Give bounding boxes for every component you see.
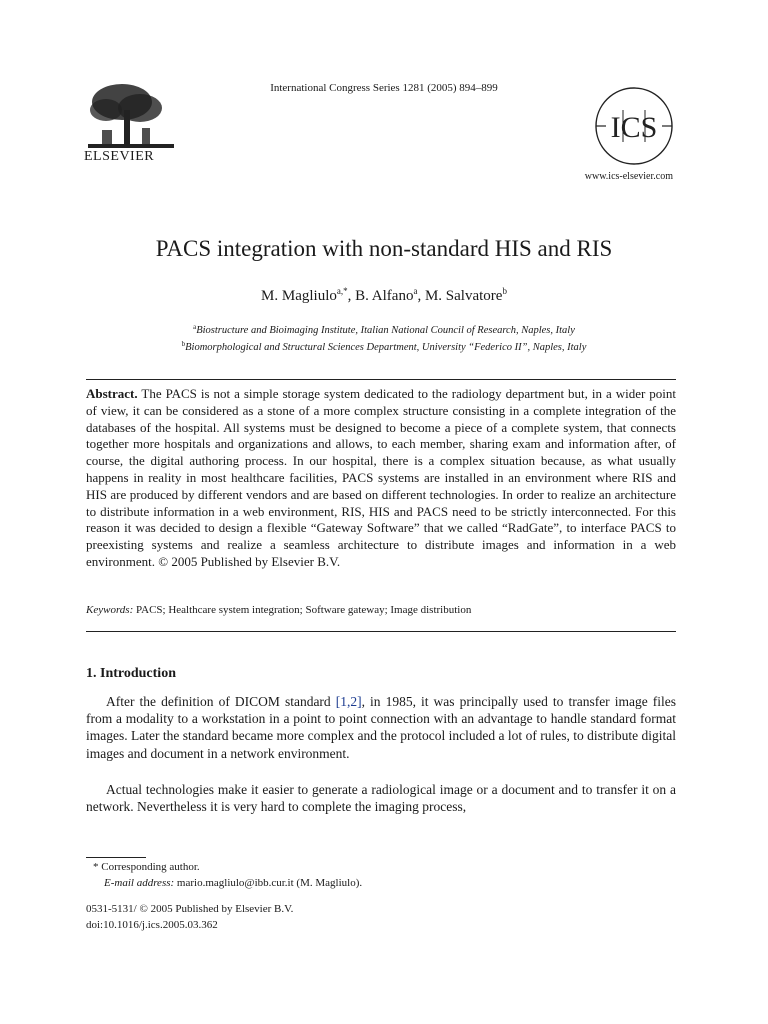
- affiliation-mark: a: [193, 323, 197, 331]
- affiliation-a: [0, 323, 768, 336]
- author-affiliation-mark: b: [502, 286, 507, 296]
- author-name: B. Alfano: [355, 288, 414, 304]
- affiliation-text: Biomorphological and Structural Sciences Department, University “Federico II”, Naples, Italy: [185, 342, 587, 353]
- journal-url[interactable]: www.ics-elsevier.com: [584, 171, 673, 182]
- author-affiliation-mark: a: [413, 286, 418, 296]
- author-name: M. Salvatore: [424, 288, 503, 304]
- author-name: M. Magliulo: [261, 288, 337, 304]
- journal-citation: International Congress Series 1281 (2005) 894–899: [270, 82, 498, 94]
- abstract-bottom-rule: [86, 631, 676, 632]
- author-separator: ,: [347, 288, 356, 304]
- email-note: [104, 877, 362, 889]
- paragraph-text: After the definition of DICOM standard: [106, 694, 336, 709]
- keywords-text: PACS; Healthcare system integration; Software gateway; Image distribution: [133, 604, 472, 616]
- abstract-label: Abstract.: [86, 386, 138, 401]
- affiliation-text: Biostructure and Bioimaging Institute, Italian National Council of Research, Naples, Italy: [196, 325, 575, 336]
- keywords: [86, 604, 676, 616]
- section-heading: 1. Introduction: [86, 666, 176, 681]
- email-label: E-mail address:: [104, 877, 175, 889]
- ics-logo-text: ICS: [610, 111, 658, 144]
- doi[interactable]: doi:10.1016/j.ics.2005.03.362: [86, 919, 218, 931]
- affiliation-b: [0, 340, 768, 353]
- author-separator: ,: [417, 288, 425, 304]
- keywords-label: Keywords:: [86, 604, 134, 616]
- paper-title: PACS integration with non-standard HIS and RIS: [155, 236, 613, 261]
- issn-copyright: 0531-5131/ © 2005 Published by Elsevier B.V.: [86, 903, 294, 915]
- affiliation-mark: b: [181, 340, 186, 348]
- intro-paragraph-2: Actual technologies make it easier to generate a radiological image or a document and to transfer it on a network. Nevertheless it is very hard to complete the imaging process,: [86, 782, 676, 815]
- abstract-text: The PACS is not a simple storage system dedicated to the radiology department but, in a wider point of view, it can be considered as a stone of a more complex structure consisting in a complete integration of the databases of the hospital. All systems must be designed to become a piece of a complete system, that connects together more hospitals and organizations and allows, to each member, sharing exam and information after, of course, the digital authoring process. In our hospital, there is a complex situation because, as what usually happens in reality in most healthcare facilities, PACS systems are installed in an environment where RIS and HIS are produced by different vendors and are based on different technologies. In order to realize an architecture to distribute information in a web environment, RIS, HIS and PACS need to be strictly interconnected. For this reason it was decided to design a flexible “Gateway Software” that we called “RadGate”, to interface PACS to preexisting systems and realize a seamless architecture to distribute images and information in a web environment. © 2005 Published by Elsevier B.V.: [86, 386, 676, 569]
- abstract-top-rule: [86, 379, 676, 380]
- publisher-name: ELSEVIER: [84, 149, 155, 164]
- citation-link[interactable]: [1,2]: [335, 694, 362, 709]
- corresponding-author-note: * Corresponding author.: [93, 861, 200, 873]
- author-affiliation-mark: a,*: [336, 286, 348, 296]
- email-text: mario.magliulo@ibb.cur.it (M. Magliulo).: [174, 877, 363, 889]
- intro-paragraph-1: [86, 693, 676, 762]
- ics-logo: [592, 84, 676, 168]
- footnote-rule: [86, 857, 146, 858]
- author-list: [0, 286, 768, 305]
- paragraph-text: , in 1985, it was principally used to transfer image files from a modality to a workstation in a point to point connection with an advantage to handle standard format images. Later the standard became more complex and the protocol included a lot of rules, to distribute digital images and document in a network environment.: [86, 694, 676, 761]
- abstract: [86, 386, 676, 571]
